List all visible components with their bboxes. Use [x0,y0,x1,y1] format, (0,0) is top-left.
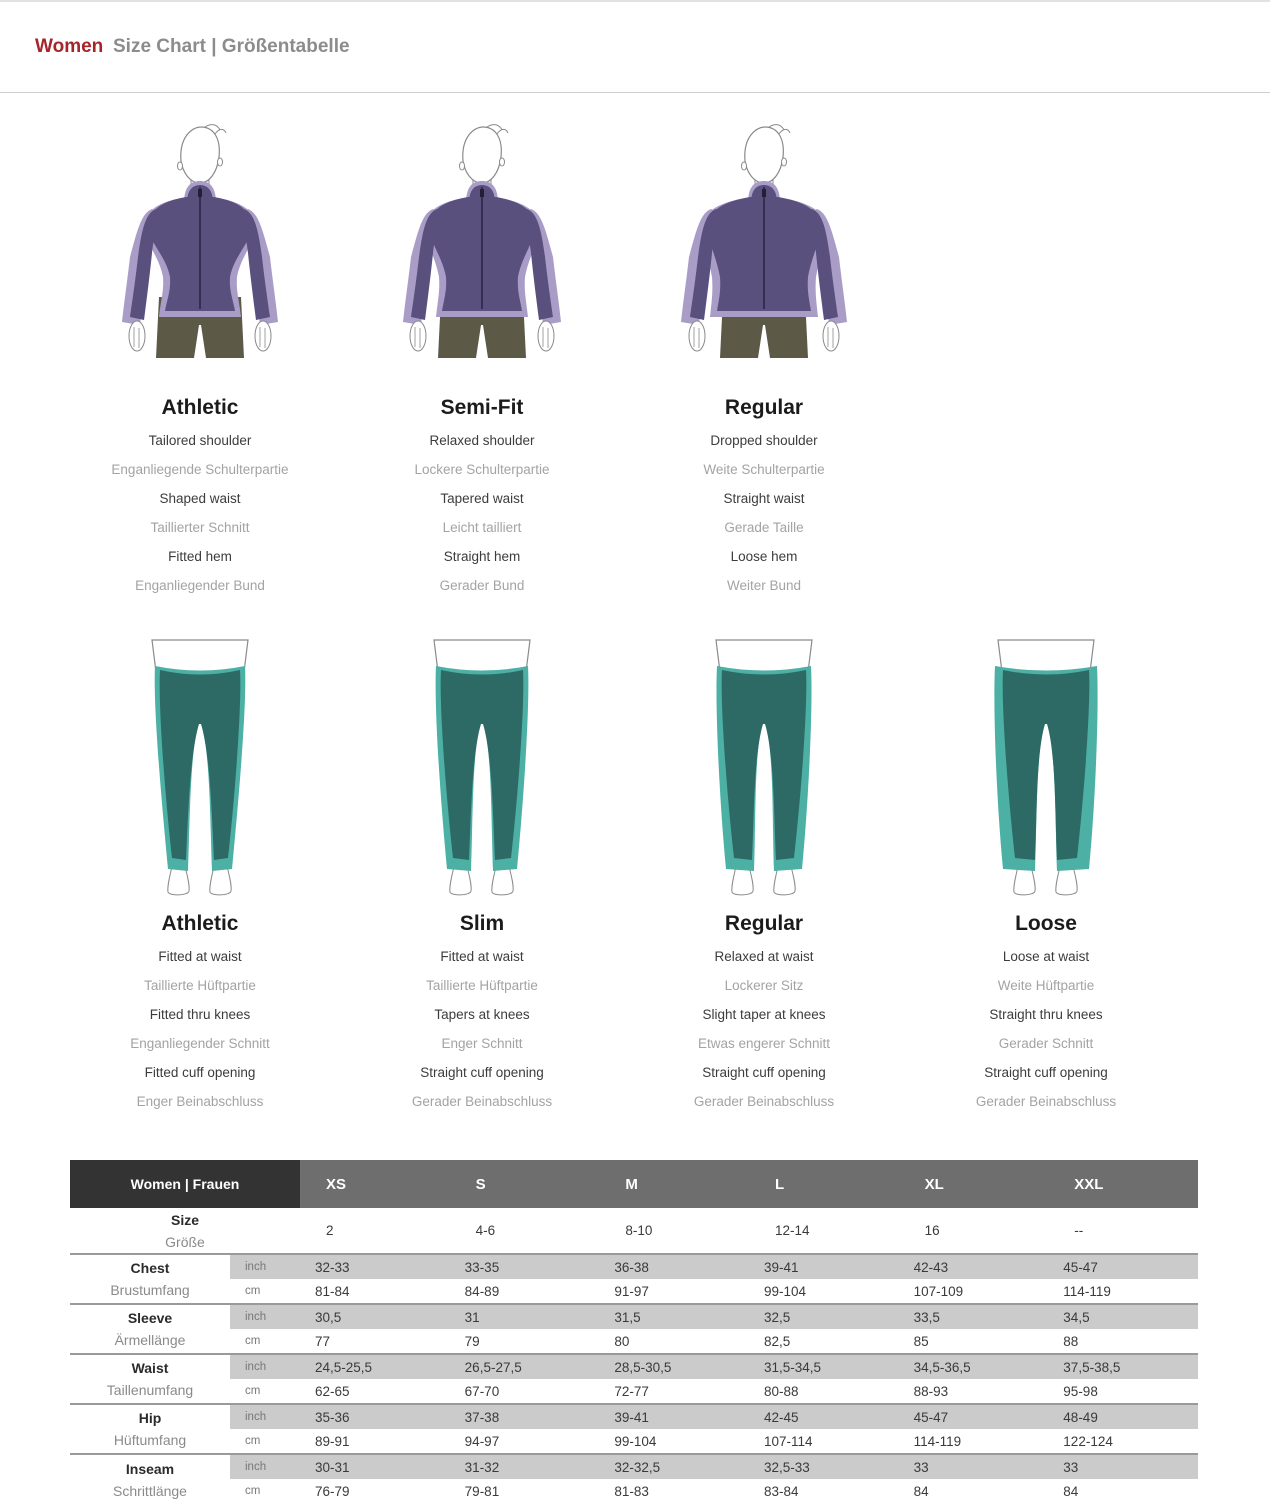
feature-de: Enger Schnitt [441,1036,523,1051]
size-value-xxl: -- [1048,1208,1198,1254]
hip-unit-inch: inch [230,1404,300,1429]
size-column-header-xl: XL [899,1160,1049,1208]
feature-en: Relaxed shoulder [429,433,535,448]
feature-de: Enganliegender Schnitt [130,1036,270,1051]
chest-cm-row [70,1279,1198,1304]
table-corner-label: Women | Frauen [70,1160,300,1208]
pants-fit-regular [623,626,905,1116]
feature-en: Fitted at waist [158,949,242,964]
jacket-semifit-illustration [341,115,623,385]
inseam-cm-xxl: 84 [1048,1479,1198,1500]
size-table-header-row [70,1160,1198,1208]
hip-inch-row [70,1404,1198,1429]
feature-en: Straight thru knees [989,1007,1103,1022]
inseam-inch-m: 32-32,5 [599,1454,749,1479]
inseam-label [70,1454,230,1500]
size-column-header-xxl: XXL [1048,1160,1198,1208]
size-value-xl: 16 [899,1208,1049,1254]
pants-features-loose [905,942,1187,1116]
inseam-inch-xs: 30-31 [300,1454,450,1479]
pants-regular-illustration [623,626,905,901]
chest-cm-xs: 81-84 [300,1279,450,1304]
inseam-label-en: Inseam [125,1460,175,1477]
waist-inch-l: 31,5-34,5 [749,1354,899,1379]
jacket-athletic-illustration [59,115,341,385]
feature-de: Enganliegende Schulterpartie [111,462,289,477]
feature-en: Relaxed at waist [714,949,814,964]
hip-cm-l: 107-114 [749,1429,899,1454]
feature-de: Taillierte Hüftpartie [426,978,538,993]
sleeve-inch-xl: 33,5 [899,1304,1049,1329]
feature-de: Leicht tailliert [442,520,522,535]
waist-cm-xl: 88-93 [899,1379,1049,1404]
inseam-cm-xs: 76-79 [300,1479,450,1500]
jacket-fit-regular [623,115,905,600]
hip-cm-xl: 114-119 [899,1429,1049,1454]
hip-label-de: Hüftumfang [113,1432,187,1448]
sleeve-label-en: Sleeve [127,1310,173,1326]
sleeve-unit-cm: cm [230,1329,300,1354]
waist-cm-xs: 62-65 [300,1379,450,1404]
size-table-header [70,1160,1198,1208]
page-title-text: Size Chart | Größentabelle [113,36,350,57]
feature-de: Weiter Bund [726,578,802,593]
pants-athletic-illustration [59,626,341,901]
sleeve-label [70,1304,230,1354]
size-column-header-l: L [749,1160,899,1208]
chest-inch-m: 36-38 [599,1254,749,1279]
hip-cm-xxl: 122-124 [1048,1429,1198,1454]
size-value-xs: 2 [300,1208,450,1254]
chest-cm-xl: 107-109 [899,1279,1049,1304]
fit-title-semifit: Semi-Fit [440,396,524,419]
inseam-cm-xl: 84 [899,1479,1049,1500]
size-table [70,1160,1198,1500]
size-column-header-s: S [450,1160,600,1208]
size-row-label [70,1208,300,1254]
feature-en: Straight cuff opening [984,1065,1108,1080]
sleeve-inch-m: 31,5 [599,1304,749,1329]
waist-cm-m: 72-77 [599,1379,749,1404]
sleeve-inch-row [70,1304,1198,1329]
feature-en: Fitted thru knees [149,1007,251,1022]
waist-cm-l: 80-88 [749,1379,899,1404]
feature-en: Fitted hem [168,549,232,564]
waist-inch-s: 26,5-27,5 [450,1354,600,1379]
feature-de: Lockerer Sitz [724,978,804,993]
fit-title-loose: Loose [1015,912,1077,935]
fit-title-regular: Regular [724,396,804,419]
sleeve-cm-xxl: 88 [1048,1329,1198,1354]
sleeve-unit-inch: inch [230,1304,300,1329]
hip-inch-l: 42-45 [749,1404,899,1429]
hip-unit-cm: cm [230,1429,300,1454]
waist-cm-xxl: 95-98 [1048,1379,1198,1404]
pants-loose-illustration-svg [905,626,1187,896]
feature-en: Straight waist [723,491,805,506]
sleeve-inch-xs: 30,5 [300,1304,450,1329]
pants-regular-illustration-svg [623,626,905,896]
jacket-features-athletic [59,426,341,600]
chest-inch-xxl: 45-47 [1048,1254,1198,1279]
pants-features-regular [623,942,905,1116]
feature-en: Tapers at knees [434,1007,530,1022]
inseam-inch-xxl: 33 [1048,1454,1198,1479]
feature-de: Weite Schulterpartie [703,462,825,477]
hip-label-en: Hip [138,1410,162,1426]
jacket-regular-illustration-svg [623,115,905,380]
sleeve-cm-row [70,1329,1198,1354]
page-header [0,2,1270,93]
page-title [108,36,350,57]
sleeve-inch-l: 32,5 [749,1304,899,1329]
size-column-header-xs: XS [300,1160,450,1208]
sleeve-cm-l: 82,5 [749,1329,899,1354]
waist-inch-row [70,1354,1198,1379]
inseam-inch-xl: 33 [899,1454,1049,1479]
feature-de: Gerade Taille [724,520,804,535]
feature-de: Gerader Beinabschluss [975,1094,1117,1109]
pants-fit-guide [59,626,1187,1116]
sleeve-cm-m: 80 [599,1329,749,1354]
inseam-unit-cm: cm [230,1479,300,1500]
inseam-inch-l: 32,5-33 [749,1454,899,1479]
pants-fit-athletic [59,626,341,1116]
waist-inch-m: 28,5-30,5 [599,1354,749,1379]
pants-loose-illustration [905,626,1187,901]
feature-de: Taillierte Hüftpartie [144,978,256,993]
jacket-athletic-illustration-svg [59,115,341,380]
pants-slim-illustration-svg [341,626,623,896]
feature-de: Gerader Schnitt [998,1036,1094,1051]
jacket-regular-illustration [623,115,905,385]
waist-label [70,1354,230,1404]
feature-en: Straight cuff opening [702,1065,826,1080]
jacket-features-semifit [341,426,623,600]
waist-cm-row [70,1379,1198,1404]
chest-cm-xxl: 114-119 [1048,1279,1198,1304]
pants-fit-slim [341,626,623,1116]
inseam-inch-s: 31-32 [450,1454,600,1479]
jacket-features-regular [623,426,905,600]
feature-en: Tailored shoulder [148,433,252,448]
feature-en: Dropped shoulder [710,433,818,448]
chest-label-en: Chest [130,1260,170,1276]
feature-de: Gerader Bund [439,578,525,593]
chest-inch-row [70,1254,1198,1279]
feature-en: Fitted at waist [440,949,524,964]
waist-cm-s: 67-70 [450,1379,600,1404]
chest-label-de: Brustumfang [110,1282,190,1298]
jacket-fit-athletic [59,115,341,600]
hip-inch-xs: 35-36 [300,1404,450,1429]
chest-cm-l: 99-104 [749,1279,899,1304]
chest-inch-xs: 32-33 [300,1254,450,1279]
chest-unit-cm: cm [230,1279,300,1304]
hip-inch-xxl: 48-49 [1048,1404,1198,1429]
jacket-fit-semifit [341,115,623,600]
waist-label-de: Taillenumfang [106,1382,194,1398]
feature-de: Enger Beinabschluss [136,1094,264,1109]
feature-en: Straight cuff opening [420,1065,544,1080]
size-value-m: 8-10 [599,1208,749,1254]
size-label-en: Size [171,1211,200,1228]
chest-cm-s: 84-89 [450,1279,600,1304]
fit-title-athletic: Athletic [161,912,239,935]
hip-cm-s: 94-97 [450,1429,600,1454]
pants-slim-illustration [341,626,623,901]
sleeve-inch-xxl: 34,5 [1048,1304,1198,1329]
pants-athletic-illustration-svg [59,626,341,896]
sleeve-cm-xl: 85 [899,1329,1049,1354]
pants-features-slim [341,942,623,1116]
size-column-header-m: M [599,1160,749,1208]
feature-de: Etwas engerer Schnitt [697,1036,831,1051]
feature-de: Gerader Beinabschluss [411,1094,553,1109]
inseam-unit-inch: inch [230,1454,300,1479]
jacket-fit-guide [59,115,1187,600]
feature-en: Loose hem [730,549,798,564]
pants-fit-loose [905,626,1187,1116]
size-label-de: Größe [165,1233,205,1250]
hip-cm-row [70,1429,1198,1454]
sleeve-cm-xs: 77 [300,1329,450,1354]
chest-cm-m: 91-97 [599,1279,749,1304]
feature-en: Tapered waist [440,491,524,506]
size-table-body [70,1208,1198,1500]
feature-en: Loose at waist [1002,949,1090,964]
feature-de: Gerader Beinabschluss [693,1094,835,1109]
size-row [70,1208,1198,1254]
pants-features-athletic [59,942,341,1116]
feature-en: Shaped waist [159,491,241,506]
jacket-semifit-illustration-svg [341,115,623,380]
hip-inch-m: 39-41 [599,1404,749,1429]
hip-inch-xl: 45-47 [899,1404,1049,1429]
feature-en: Straight hem [443,549,521,564]
hip-cm-xs: 89-91 [300,1429,450,1454]
waist-unit-cm: cm [230,1379,300,1404]
waist-label-en: Waist [131,1360,169,1376]
fit-title-slim: Slim [459,912,505,935]
hip-inch-s: 37-38 [450,1404,600,1429]
sleeve-cm-s: 79 [450,1329,600,1354]
feature-de: Lockere Schulterpartie [414,462,550,477]
feature-de: Taillierter Schnitt [150,520,250,535]
size-value-l: 12-14 [749,1208,899,1254]
feature-de: Enganliegender Bund [135,578,265,593]
inseam-cm-row [70,1479,1198,1500]
sleeve-label-de: Ärmellänge [114,1332,186,1348]
inseam-cm-l: 83-84 [749,1479,899,1500]
hip-cm-m: 99-104 [599,1429,749,1454]
sleeve-inch-s: 31 [450,1304,600,1329]
inseam-label-de: Schrittlänge [113,1482,187,1499]
waist-inch-xs: 24,5-25,5 [300,1354,450,1379]
chest-inch-l: 39-41 [749,1254,899,1279]
waist-inch-xxl: 37,5-38,5 [1048,1354,1198,1379]
waist-unit-inch: inch [230,1354,300,1379]
chest-inch-xl: 42-43 [899,1254,1049,1279]
hip-label [70,1404,230,1454]
inseam-cm-s: 79-81 [450,1479,600,1500]
feature-de: Weite Hüftpartie [997,978,1095,993]
chest-unit-inch: inch [230,1254,300,1279]
feature-en: Fitted cuff opening [144,1065,256,1080]
size-value-s: 4-6 [450,1208,600,1254]
chest-inch-s: 33-35 [450,1254,600,1279]
waist-inch-xl: 34,5-36,5 [899,1354,1049,1379]
chest-label [70,1254,230,1304]
fit-title-athletic: Athletic [161,396,239,419]
header-gender-label: Women [35,36,104,57]
inseam-inch-row [70,1454,1198,1479]
feature-en: Slight taper at knees [702,1007,826,1022]
inseam-cm-m: 81-83 [599,1479,749,1500]
fit-title-regular: Regular [724,912,804,935]
